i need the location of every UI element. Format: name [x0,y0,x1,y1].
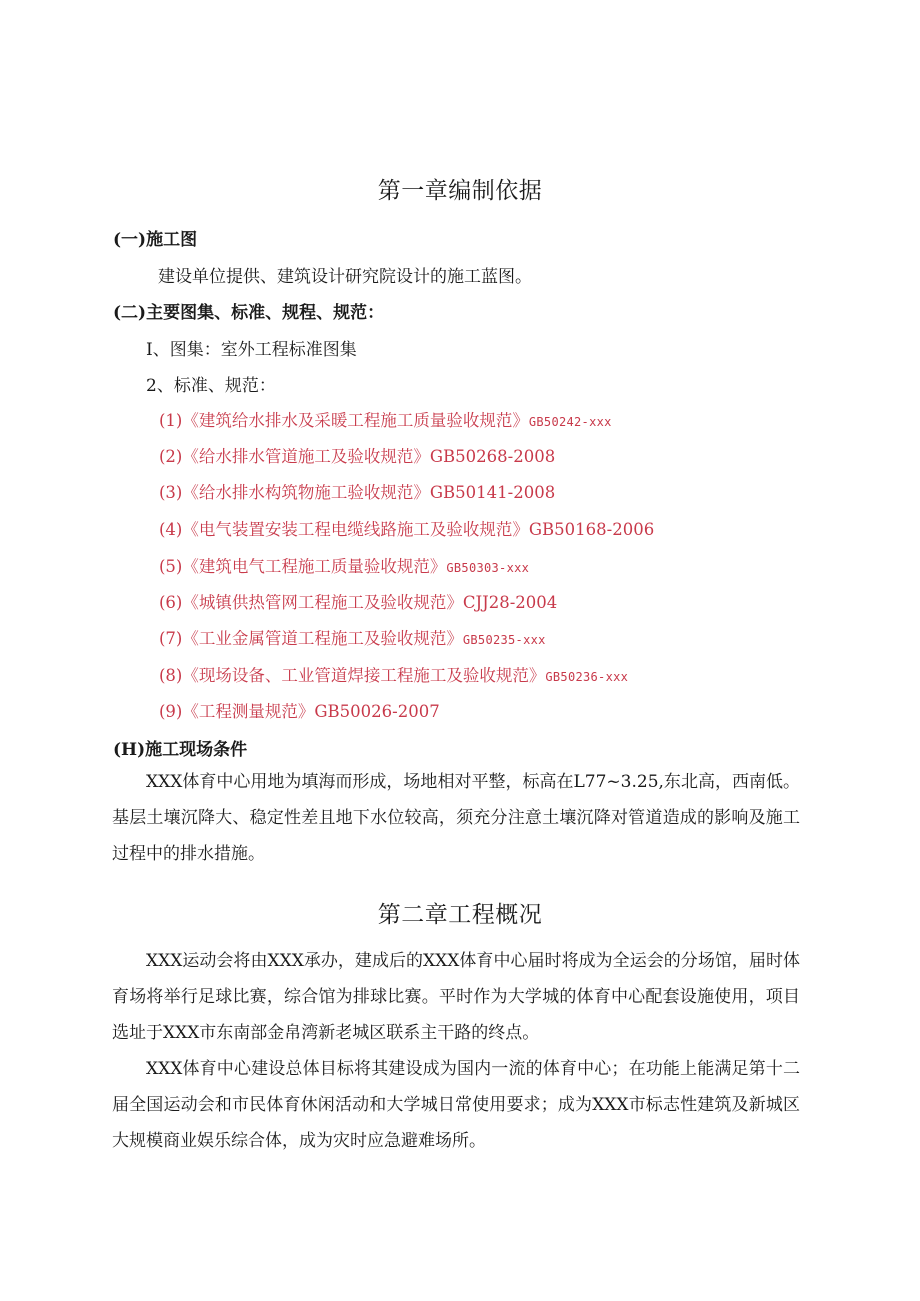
standards-label: 2、标准、规范： [146,376,276,396]
reference-code: CJJ28-2004 [462,593,558,612]
reference-code: GB50235-xxx [462,633,546,647]
construction-drawings-text: 建设单位提供、建筑设计研究院设计的施工蓝图。 [158,267,532,287]
overview-paragraph-2: XXX体育中心建设总体目标将其建设成为国内一流的体育中心；在功能上能满足第十二届全国运动会和市民体育休闲活动和大学城日常使用要求；成为XXX市标志性建筑及新城区大规模商业娱乐综合体，成为灾时应急避难场所。 [112,1059,800,1151]
section-site-conditions-heading: (H)施工现场条件 [113,740,248,760]
reference-title: (1)《建筑给水排水及采暖工程施工质量验收规范》 [159,411,529,430]
reference-item [159,698,440,722]
reference-code: GB50168-2006 [528,520,655,539]
reference-code: GB50242-xxx [528,415,612,429]
reference-code: GB50141-2008 [429,483,556,502]
section-standards-heading: (二)主要图集、标准、规程、规范： [113,303,385,323]
reference-title: (2)《给水排水管道施工及验收规范》 [159,447,430,466]
reference-title: (3)《给水排水构筑物施工验收规范》 [159,483,430,502]
reference-code: GB50303-xxx [446,561,530,575]
reference-item [159,589,557,613]
reference-code: GB50268-2008 [429,447,556,466]
reference-title: (9)《工程测量规范》 [159,702,315,721]
reference-code: GB50026-2007 [314,702,440,721]
section-construction-drawings-heading: (一)施工图 [113,230,198,250]
reference-title: (7)《工业金属管道工程施工及验收规范》 [159,629,463,648]
reference-title: (5)《建筑电气工程施工质量验收规范》 [159,557,447,576]
reference-title: (6)《城镇供热管网工程施工及验收规范》 [159,593,463,612]
reference-title: (8)《现场设备、工业管道焊接工程施工及验收规范》 [159,666,546,685]
chapter-1-title: 第一章编制依据 [377,178,543,204]
reference-title: (4)《电气装置安装工程电缆线路施工及验收规范》 [159,520,529,539]
reference-item [159,662,628,686]
atlas-item: I、图集：室外工程标准图集 [146,340,357,360]
overview-paragraph-1: XXX运动会将由XXX承办，建成后的XXX体育中心届时将成为全运会的分场馆，届时体育场将举行足球比赛，综合馆为排球比赛。平时作为大学城的体育中心配套设施使用，项目选址于XXX市东南部金帛湾新老城区联系主干路的终点。 [112,951,800,1043]
chapter-2-title: 第二章工程概况 [377,902,543,928]
reference-item [159,479,555,503]
reference-item [159,443,555,467]
reference-item [159,553,529,577]
reference-code: GB50236-xxx [545,670,629,684]
reference-item [159,516,654,540]
site-conditions-paragraph: XXX体育中心用地为填海而形成，场地相对平整，标高在L77~3.25,东北高，西南低。基层土壤沉降大、稳定性差且地下水位较高，须充分注意土壤沉降对管道造成的影响及施工过程中的排水措施。 [112,772,800,864]
reference-item [159,407,612,431]
reference-item [159,625,546,649]
